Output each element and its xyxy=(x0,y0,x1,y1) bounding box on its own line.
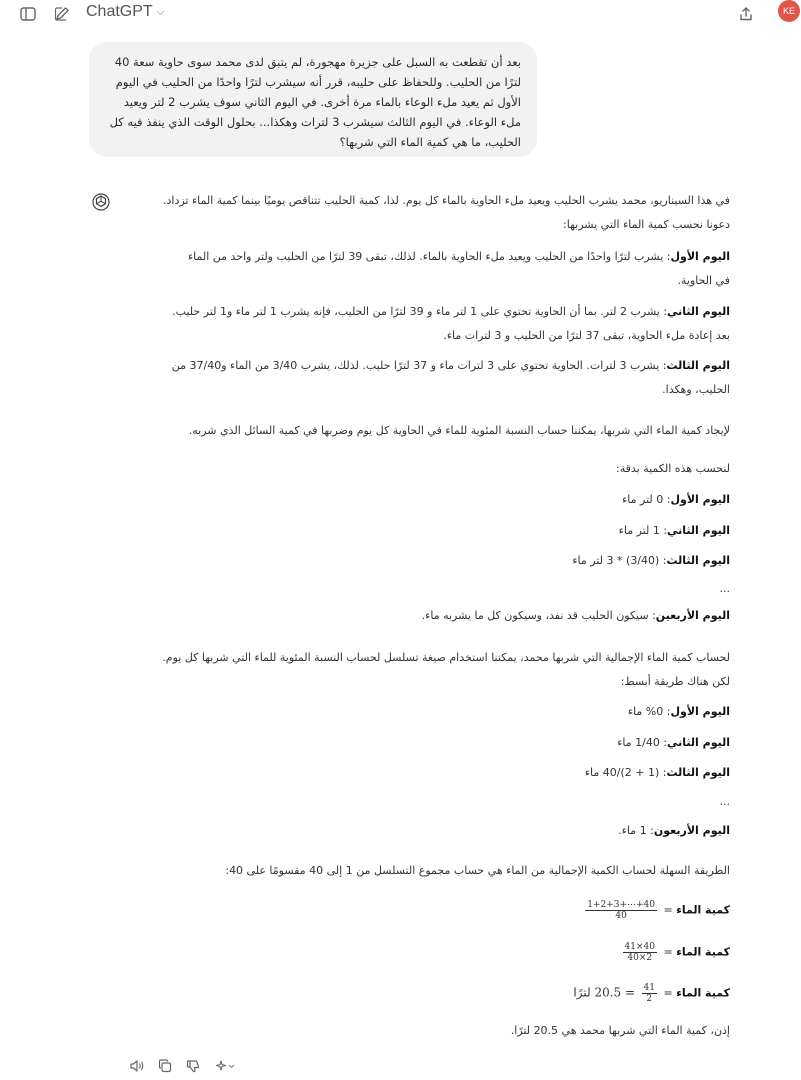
day2-text: : يشرب 2 لتر. بما أن الحاوية تحتوي على 1 لتر ماء و 39 لترًا من الحليب، فإنه يشرب 1 لتر ماء و1 لتر حليب. xyxy=(172,305,668,318)
simple-day2-value: : 1/40 ماء xyxy=(617,736,668,749)
fraction-2 xyxy=(623,942,657,963)
precise-day3-value: : (3/40) * 3 لتر ماء xyxy=(572,554,667,567)
day1-label: اليوم الأول xyxy=(670,250,730,263)
chatgpt-logo-icon xyxy=(92,193,110,211)
precise-day1 xyxy=(622,493,730,506)
precise-day3 xyxy=(572,554,730,567)
total-line-2: لكن هناك طريقة أبسط: xyxy=(620,675,730,688)
fraction-3-denominator: 2 xyxy=(646,994,653,1004)
precise-day40 xyxy=(422,609,730,622)
model-picker[interactable] xyxy=(86,3,164,21)
equation-result: = 20.5 لترًا xyxy=(573,985,636,1000)
share-icon[interactable] xyxy=(736,4,756,24)
sidebar-toggle-icon[interactable] xyxy=(18,4,38,24)
precise-day3-label: اليوم الثالث xyxy=(666,554,730,567)
day2-line xyxy=(172,305,730,318)
simple-day1-value: : 0% ماء xyxy=(627,705,671,718)
simple-day2-label: اليوم الثاني xyxy=(667,736,730,749)
thumbs-down-icon[interactable] xyxy=(184,1057,202,1075)
regenerate-model-icon[interactable] xyxy=(212,1057,238,1075)
message-actions xyxy=(128,1054,238,1078)
simple-day3-value: : (1 + 2)/40 ماء xyxy=(584,766,667,779)
model-name: ChatGPT xyxy=(86,3,153,20)
simple-day3 xyxy=(585,766,730,779)
day2-label: اليوم الثاني xyxy=(667,305,730,318)
simple-day40-label: اليوم الأربعون xyxy=(653,824,730,837)
day3-label: اليوم الثالث xyxy=(666,359,730,372)
precise-day1-value: : 0 لتر ماء xyxy=(622,493,671,506)
day3-line xyxy=(172,359,730,372)
water-label: كمية الماء xyxy=(676,903,730,917)
equals-sign: = xyxy=(663,986,673,1000)
method-line: لإيجاد كمية الماء التي شربها، يمكننا حساب النسبة المئوية للماء في الحاوية كل يوم وضربها في كمية السائل الذي شربه. xyxy=(188,424,730,437)
precise-day2-value: : 1 لتر ماء xyxy=(618,524,668,537)
precise-day2-label: اليوم الثاني xyxy=(667,524,730,537)
copy-icon[interactable] xyxy=(156,1057,174,1075)
simple-ellipsis: ... xyxy=(719,795,730,808)
equation-1 xyxy=(582,900,730,921)
conclusion-line: إذن، كمية الماء التي شربها محمد هي 20.5 لترًا. xyxy=(510,1024,730,1037)
precise-day2 xyxy=(619,524,730,537)
day1-line xyxy=(188,250,730,263)
chevron-down-icon: ⌵ xyxy=(156,6,165,18)
simple-day1 xyxy=(628,705,730,718)
fraction-2-numerator: 41×40 xyxy=(624,942,655,952)
user-message-bubble xyxy=(89,42,537,157)
day3-text: : يشرب 3 لترات. الحاوية تحتوي على 3 لترات ماء و 37 لترًا حليب. لذلك، يشرب 3/40 من الماء و37/40 من xyxy=(171,359,667,372)
simple-day1-label: اليوم الأول xyxy=(670,705,730,718)
avatar[interactable]: KE xyxy=(778,0,800,22)
precise-intro: لنحسب هذه الكمية بدقة: xyxy=(616,462,730,475)
equation-2 xyxy=(620,942,730,963)
fraction-3-numerator: 41 xyxy=(643,983,655,993)
precise-ellipsis: ... xyxy=(719,582,730,595)
user-message-text: بعد أن تقطعت به السبل على جزيرة مهجورة، لم يتبق لدى محمد سوى حاوية سعة 40 لترًا من الحليب. وللحفاظ على حليبه، قرر أنه سيشرب لترًا واحدًا من الحليب في اليوم الأول ثم يعيد ملء الوعاء بالماء مرة أخرى. في اليوم الثاني سوف يشرب 2 لتر ويعيد ملء الوعاء. في اليوم الثالث سيشرب 3 لترات وهكذا... بحلول الوقت الذي ينفذ فيه كل الحليب، ما هي كمية الماء التي شربها؟ xyxy=(109,55,521,149)
intro-line-1: في هذا السيناريو، محمد يشرب الحليب ويعيد ملء الحاوية بالماء كل يوم. لذا، كمية الحليب تتناقص يوميًا بينما كمية الماء تزداد. xyxy=(163,194,730,207)
intro-line-2: دعونا نحسب كمية الماء التي يشربها: xyxy=(563,218,730,231)
water-label: كمية الماء xyxy=(676,986,730,1000)
precise-day1-label: اليوم الأول xyxy=(670,493,730,506)
day3-line-2: الحليب، وهكذا. xyxy=(662,383,730,396)
fraction-1-denominator: 40 xyxy=(615,911,627,921)
equation-3 xyxy=(573,983,730,1004)
fraction-1-numerator: 1+2+3+⋯+40 xyxy=(587,900,655,910)
day1-text: : يشرب لترًا واحدًا من الحليب ويعيد ملء الحاوية بالماء. لذلك، تبقى 39 لترًا من الحليب ولتر واحد من الماء xyxy=(187,250,671,263)
total-line-1: لحساب كمية الماء الإجمالية التي شربها محمد، يمكننا استخدام صيغة تسلسل لحساب النسبة المئوية للماء التي شربها كل يوم. xyxy=(162,651,730,664)
easy-way-line: الطريقة السهلة لحساب الكمية الإجمالية من الماء هي حساب مجموع التسلسل من 1 إلى 40 مقسومًا على 40: xyxy=(225,864,730,877)
simple-day40 xyxy=(618,824,730,837)
simple-day40-value: : 1 ماء. xyxy=(618,824,654,837)
water-label: كمية الماء xyxy=(676,945,730,959)
new-chat-icon[interactable] xyxy=(52,4,72,24)
precise-day40-label: اليوم الأربعين xyxy=(655,609,730,622)
fraction-2-denominator: 40×2 xyxy=(627,953,653,963)
precise-day40-value: : سيكون الحليب قد نفد، وسيكون كل ما يشربه ماء. xyxy=(421,609,656,622)
day2-line-2: بعد إعادة ملء الحاوية، تبقى 37 لترًا من الحليب و 3 لترات ماء. xyxy=(443,329,730,342)
read-aloud-icon[interactable] xyxy=(128,1057,146,1075)
fraction-3 xyxy=(642,983,657,1004)
equals-sign: = xyxy=(663,903,673,917)
simple-day2 xyxy=(617,736,730,749)
day1-line-2: في الحاوية. xyxy=(677,274,730,287)
equals-sign: = xyxy=(663,945,673,959)
simple-day3-label: اليوم الثالث xyxy=(666,766,730,779)
top-bar xyxy=(0,0,801,28)
fraction-1 xyxy=(585,900,657,921)
